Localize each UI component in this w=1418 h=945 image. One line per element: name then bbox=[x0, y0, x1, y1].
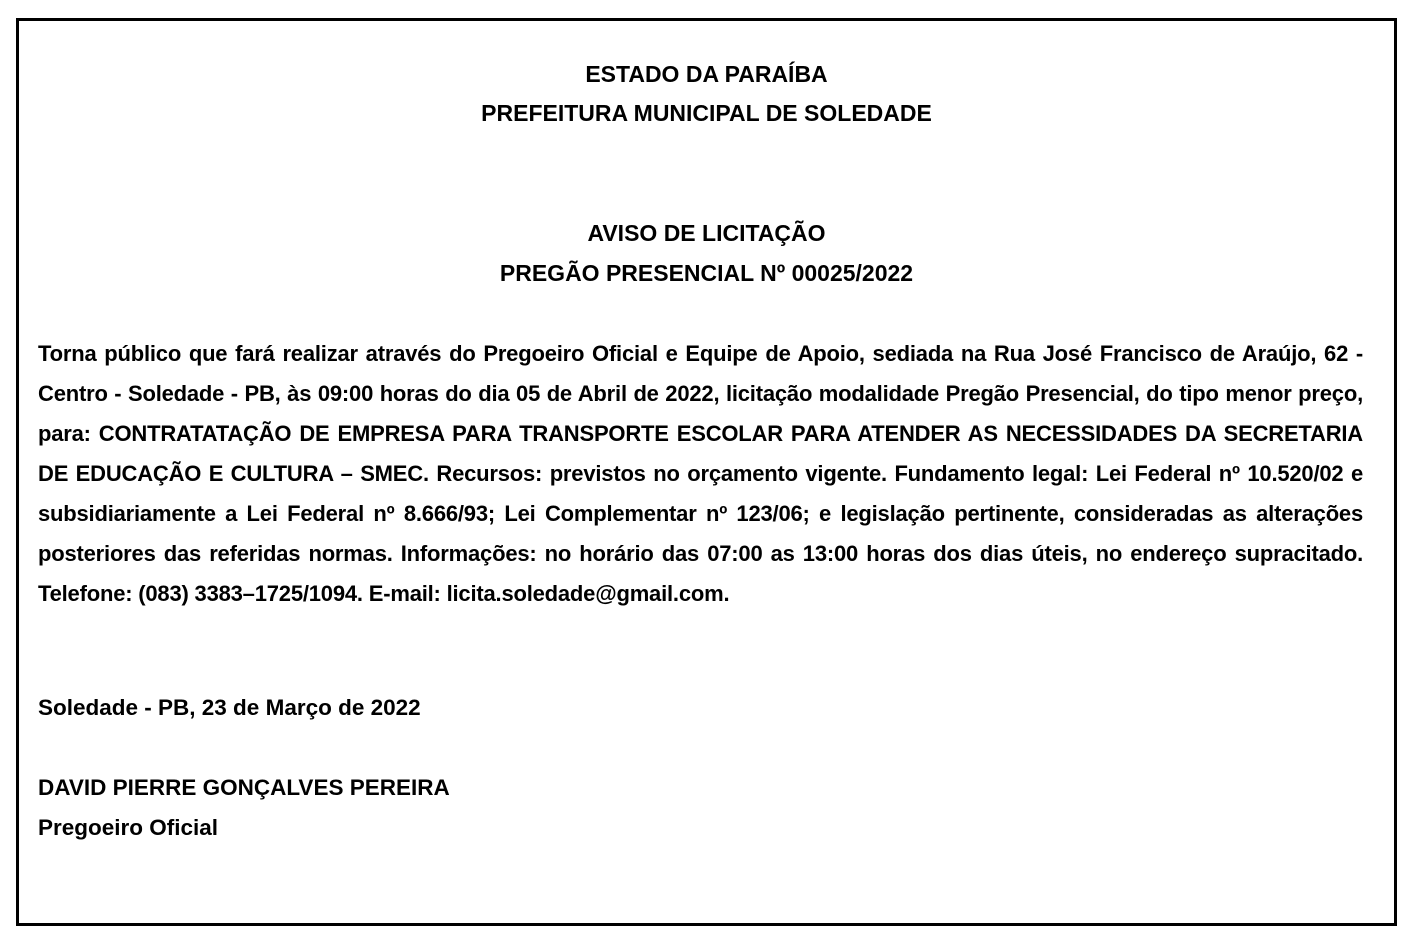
state-heading: ESTADO DA PARAÍBA bbox=[585, 61, 828, 87]
signer-role: Pregoeiro Oficial bbox=[38, 815, 219, 840]
notice-title: AVISO DE LICITAÇÃO bbox=[587, 220, 826, 246]
notice-body: Torna público que fará realizar através do Pregoeiro Oficial e Equipe de Apoio, sediada na Rua José Francisco de Araújo, 62 - Centro - Soledade - PB, às 09:00 horas do dia 05 de Abril de 2022, licitação modalidade Pregão Presencial, do tipo menor preço, para: CONTRATATAÇÃO DE EMPRESA PARA TRANSPORTE ESCOLAR PARA ATENDER AS NECESSIDADES DA SECRETARIA DE EDUCAÇÃO E CULTURA – SMEC. Recursos: previstos no orçamento vigente. Fundamento legal: Lei Federal nº 10.520/02 e subsidiariamente a Lei Federal nº 8.666/93; Lei Complementar nº 123/06; e legislação pertinente, consideradas as alterações posteriores das referidas normas. Informações: no horário das 07:00 as 13:00 horas dos dias úteis, no endereço supracitado. Telefone: (083) 3383–1725/1094. E-mail: licita.soledade@gmail.com. bbox=[38, 341, 1363, 606]
notice-frame bbox=[16, 18, 1397, 926]
place-date: Soledade - PB, 23 de Março de 2022 bbox=[38, 695, 421, 720]
signer-name: DAVID PIERRE GONÇALVES PEREIRA bbox=[38, 775, 450, 800]
auction-number: PREGÃO PRESENCIAL Nº 00025/2022 bbox=[499, 260, 914, 286]
city-hall-heading: PREFEITURA MUNICIPAL DE SOLEDADE bbox=[481, 100, 932, 126]
